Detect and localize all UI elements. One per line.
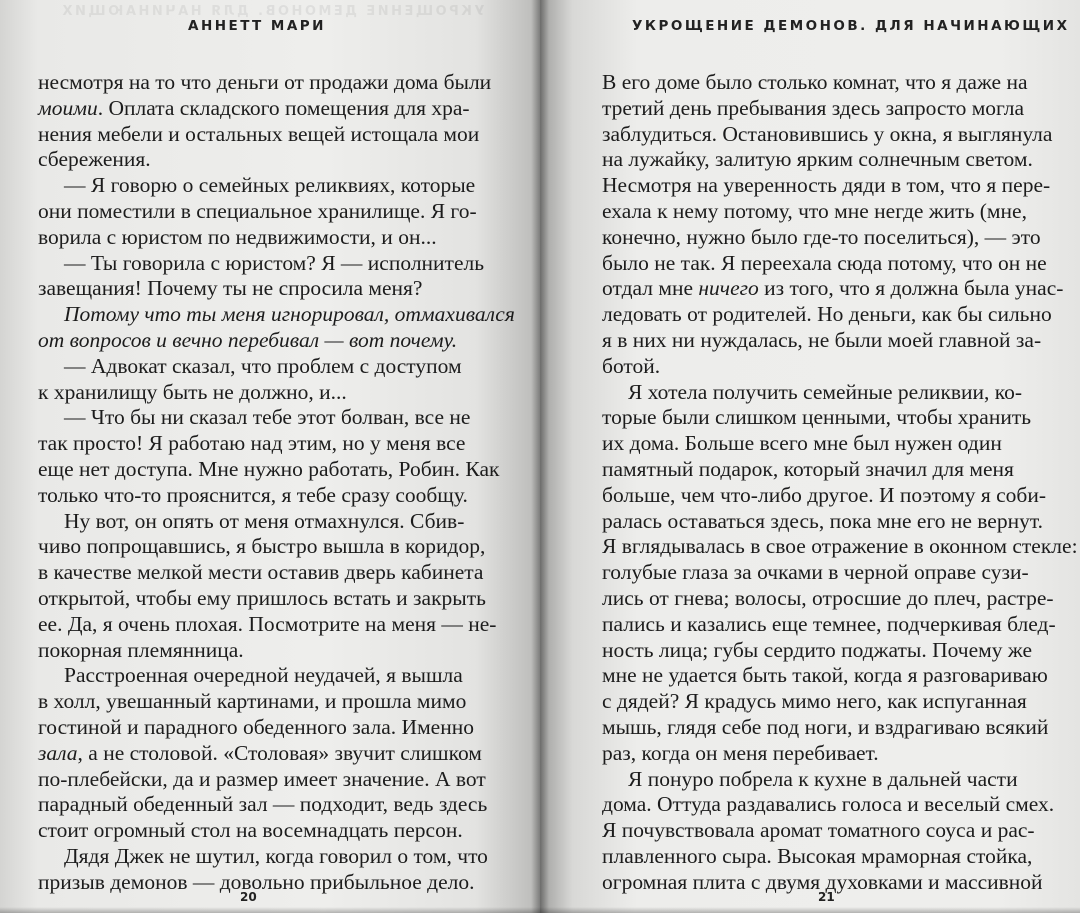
emphasis-word: зала: [38, 740, 78, 765]
text-line: сбережения.: [38, 147, 151, 172]
text-line: — Что бы ни сказал тебе этот болван, все не: [64, 405, 471, 430]
text-line: [38, 740, 482, 767]
text-line: так просто! Я работаю над этим, но у меня все: [38, 431, 466, 456]
text-line: гостиной и парадного обеденного зала. Именно: [38, 714, 474, 739]
text-line: только что-то прояснится, я тебе сразу сообщу.: [38, 482, 468, 507]
text-line: [602, 276, 1064, 302]
text-line: ехала к нему потому, что мне негде жить (мне,: [602, 198, 1027, 223]
text-line: Ну вот, он опять от меня отмахнулся. Сбив-: [64, 508, 465, 533]
text-line: лись от гнева; волосы, отросшие до плеч, растре-: [602, 585, 1054, 610]
text-line: они поместили в специальное хранилище. Я го-: [38, 198, 477, 223]
text-line: призыв демонов — довольно прибыльное дело.: [38, 869, 475, 894]
text-line: завещания! Почему ты не спросила меня?: [38, 276, 423, 301]
text-line: Я понуро побрела к кухне в дальней части: [628, 766, 1018, 791]
text-line: еще нет доступа. Мне нужно работать, Робин. Как: [38, 456, 500, 481]
right-page: [540, 0, 1080, 913]
emphasis-word: моими: [38, 95, 98, 120]
text-line: на лужайку, залитую ярким солнечным светом.: [602, 147, 1033, 172]
text-line-italic: Потому что ты меня игнорировал, отмахивался: [64, 302, 515, 327]
text-line: огромная плита с двумя духовками и массивной: [602, 869, 1043, 894]
page-bottom-edge: [0, 907, 1080, 913]
text-line: — Ты говорила с юристом? Я — исполнитель: [64, 250, 485, 275]
text-line-rest: . Оплата складского помещения для хра-: [97, 95, 470, 120]
text-line: пались и казались еще темнее, подчеркивая блед-: [602, 611, 1056, 636]
text-line: В его доме было столько комнат, что я даже на: [602, 70, 1028, 94]
text-line: стоит огромный стол на восемнадцать персон.: [38, 818, 463, 843]
text-line: Расстроенная очередной неудачей, я вышла: [64, 663, 463, 688]
text-line: в качестве мелкой мести оставив дверь кабинета: [38, 560, 484, 585]
text-line: парадный обеденный зал — подходит, ведь здесь: [38, 792, 488, 817]
bleed-through-header: УКРОЩЕНИЕ ДЕМОНОВ. ДЛЯ НАЧИНАЮЩИХ: [60, 4, 485, 19]
text-line: к хранилищу быть не должно, и...: [38, 379, 347, 404]
text-line: плавленного сыра. Высокая мраморная стойка,: [602, 843, 1033, 868]
text-line-rest: , а не столовой. «Столовая» звучит слишком: [77, 740, 482, 765]
text-line: Я почувствовала аромат томатного соуса и рас-: [602, 818, 1035, 843]
left-page-number: 20: [240, 890, 257, 904]
emphasis-word: ничего: [698, 276, 759, 301]
left-body-text: [38, 70, 515, 896]
text-line: больше, чем что-либо другое. И поэтому я соби-: [602, 482, 1046, 507]
text-line: ралась оставаться здесь, пока мне его не вернут.: [602, 508, 1044, 533]
text-line-italic: от вопросов и вечно перебивал — вот почему.: [38, 327, 458, 352]
text-line: несмотря на то что деньги от продажи дома были: [38, 70, 492, 94]
text-line: раз, когда он меня перебивает.: [602, 740, 879, 765]
text-line: нения мебели и остальных вещей истощала мои: [38, 121, 480, 146]
text-line: Я вглядывалась в свое отражение в оконном стекле:: [602, 534, 1078, 559]
text-line: дома. Оттуда раздавались голоса и веселый смех.: [602, 792, 1055, 817]
text-line: — Я говорю о семейных реликвиях, которые: [64, 173, 476, 198]
text-line: конечно, нужно было где-то поселиться), — это: [602, 224, 1041, 249]
text-line: мышь, глядя себе под ноги, и вздрагиваю всякий: [602, 714, 1049, 739]
text-line: третий день пребывания здесь запросто могла: [602, 95, 1025, 120]
text-line: заблудиться. Остановившись у окна, я выглянула: [602, 121, 1053, 146]
text-line: памятный подарок, который значил для меня: [602, 456, 1014, 481]
text-line: голубые глаза за очками в черной оправе сузи-: [602, 560, 1029, 585]
text-line-rest: из того, что я должна была унас-: [758, 276, 1064, 301]
book-gutter: [531, 0, 549, 913]
text-line: [38, 96, 468, 122]
right-page-number: 21: [818, 890, 835, 904]
left-running-header: АННЕТТ МАРИ: [188, 18, 326, 34]
text-line: в холл, увешанный картинами, и прошла мимо: [38, 689, 467, 714]
text-line: Я хотела получить семейные реликвии, ко-: [628, 379, 1023, 404]
text-line: их дома. Больше всего мне был нужен один: [602, 431, 1002, 456]
text-line-start: отдал мне: [602, 276, 699, 301]
text-line: ее. Да, я очень плохая. Посмотрите на меня — не-: [38, 611, 497, 636]
text-line: чиво попрощавшись, я быстро вышла в коридор,: [38, 534, 486, 559]
right-running-header: УКРОЩЕНИЕ ДЕМОНОВ. ДЛЯ НАЧИНАЮЩИХ: [632, 18, 1070, 34]
text-line: ность лица; губы сердито поджаты. Почему же: [602, 637, 1033, 662]
text-line: торые были слишком ценными, чтобы хранить: [602, 405, 1032, 430]
text-line: ботой.: [602, 353, 661, 378]
text-line: было не так. Я переехала сюда потому, что он не: [602, 250, 1047, 275]
text-line: Дядя Джек не шутил, когда говорил о том, что: [64, 843, 488, 868]
right-body-text: [602, 70, 1078, 896]
text-line: ворила с юристом по недвижимости, и он...: [38, 224, 437, 249]
text-line: ледовать от родителей. Но деньги, как бы сильно: [602, 302, 1052, 327]
text-line: Несмотря на уверенность дяди в том, что я пере-: [602, 173, 1051, 198]
text-line: с дядей? Я крадусь мимо него, как испуганная: [602, 689, 1027, 714]
text-line: по-плебейски, да и размер имеет значение. А вот: [38, 766, 486, 791]
text-line: я в них ни нуждалась, не были моей главной за-: [602, 327, 1042, 352]
text-line: открытой, чтобы ему пришлось встать и закрыть: [38, 585, 486, 610]
text-line: — Адвокат сказал, что проблем с доступом: [64, 353, 462, 378]
text-line: мне не удается быть такой, когда я разговариваю: [602, 663, 1048, 688]
text-line: покорная племянница.: [38, 637, 244, 662]
